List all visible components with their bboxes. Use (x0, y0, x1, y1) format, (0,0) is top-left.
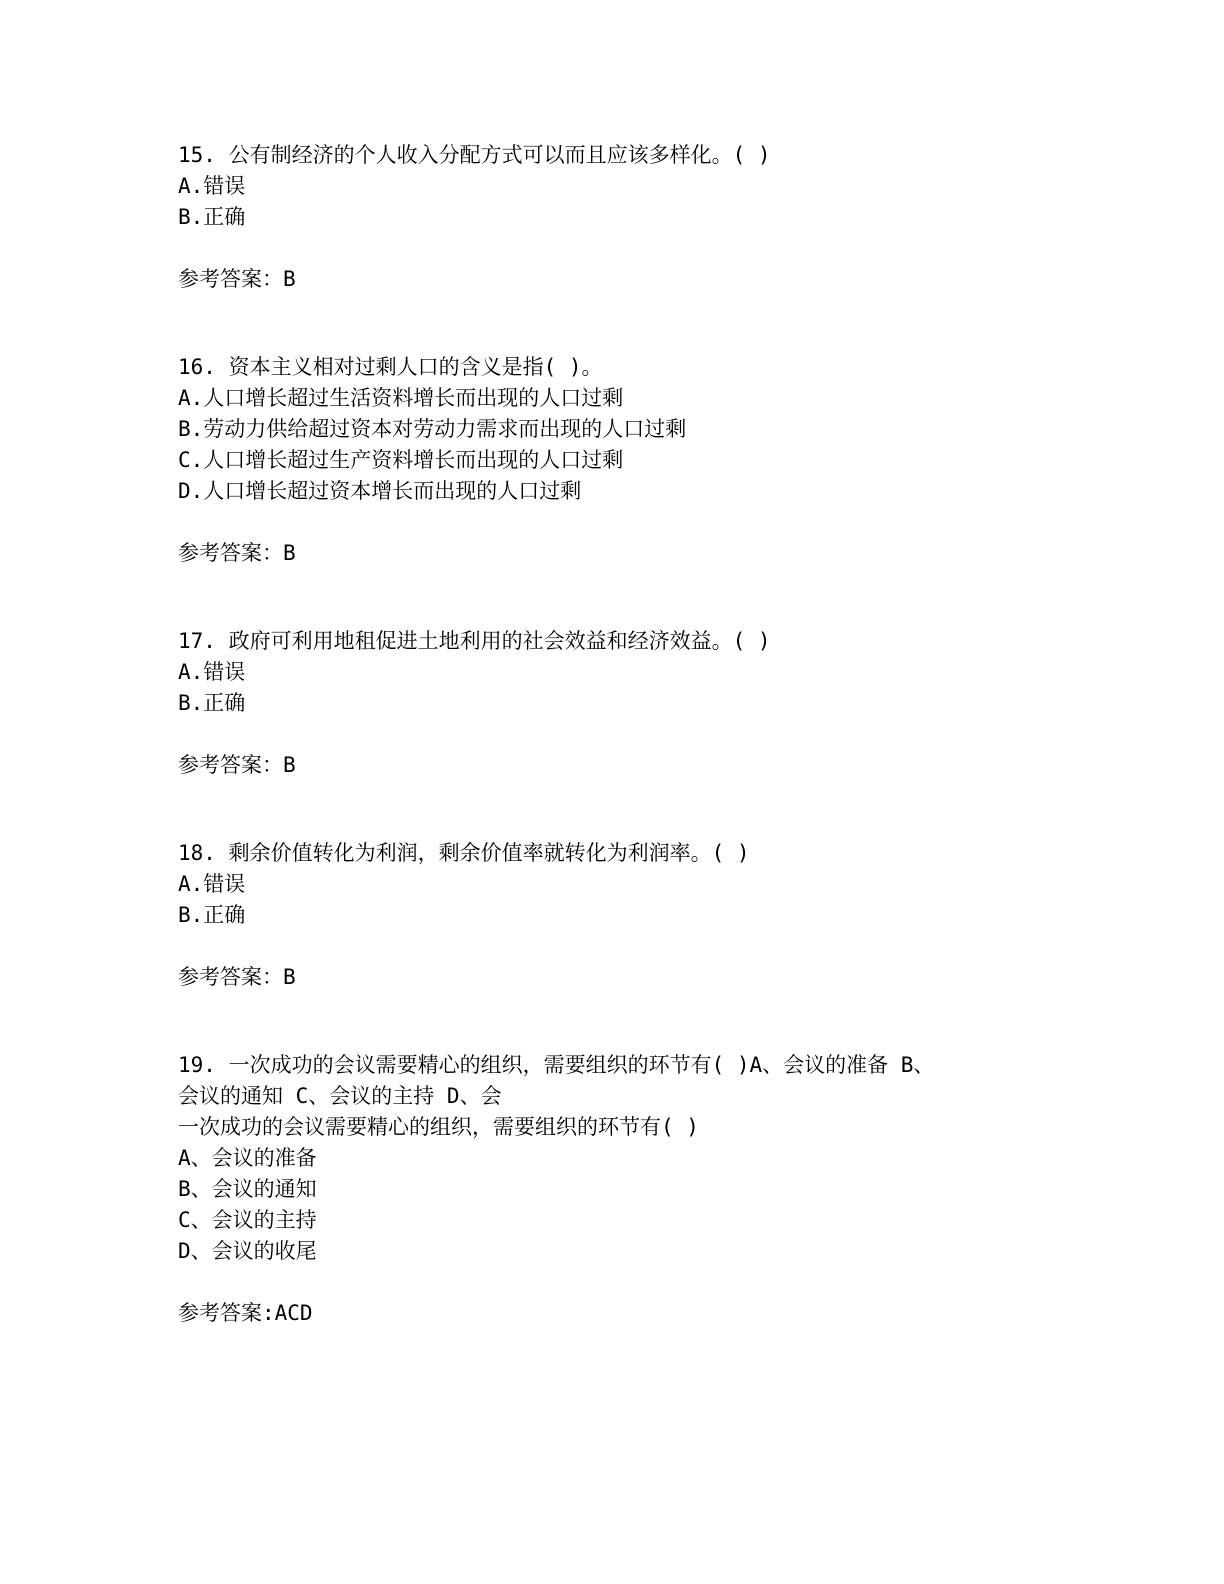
option-b: B.正确 (178, 903, 246, 927)
question-18 (178, 838, 1078, 989)
question-16 (178, 352, 1078, 565)
option-b: B、会议的通知 (178, 1177, 317, 1201)
question-stem: 18. 剩余价值转化为利润，剩余价值率就转化为利润率。( ) (178, 841, 750, 865)
option-b: B.正确 (178, 205, 246, 229)
option-d: D.人口增长超过资本增长而出现的人口过剩 (178, 479, 582, 503)
question-stem-line-1: 19. 一次成功的会议需要精心的组织，需要组织的环节有( )A、会议的准备 B、 (178, 1053, 935, 1077)
reference-answer: 参考答案：B (178, 267, 296, 291)
option-a: A.错误 (178, 660, 246, 684)
reference-answer: 参考答案：B (178, 965, 296, 989)
option-b: B.劳动力供给超过资本对劳动力需求而出现的人口过剩 (178, 417, 687, 441)
reference-answer: 参考答案：B (178, 541, 296, 565)
question-stem: 15. 公有制经济的个人收入分配方式可以而且应该多样化。( ) (178, 143, 771, 167)
option-a: A.人口增长超过生活资料增长而出现的人口过剩 (178, 386, 624, 410)
question-stem-line-2: 会议的通知 C、会议的主持 D、会 (178, 1084, 502, 1108)
option-d: D、会议的收尾 (178, 1239, 317, 1263)
option-a: A、会议的准备 (178, 1146, 317, 1170)
reference-answer: 参考答案:ACD (178, 1301, 313, 1325)
question-stem: 17. 政府可利用地租促进土地利用的社会效益和经济效益。( ) (178, 629, 771, 653)
question-17 (178, 626, 1078, 777)
question-15 (178, 140, 1078, 291)
option-b: B.正确 (178, 691, 246, 715)
question-19 (178, 1050, 1078, 1325)
option-a: A.错误 (178, 872, 246, 896)
option-c: C、会议的主持 (178, 1208, 317, 1232)
reference-answer: 参考答案：B (178, 753, 296, 777)
question-stem: 16. 资本主义相对过剩人口的含义是指( )。 (178, 355, 603, 379)
option-c: C.人口增长超过生产资料增长而出现的人口过剩 (178, 448, 624, 472)
option-a: A.错误 (178, 174, 246, 198)
question-stem-line-3: 一次成功的会议需要精心的组织，需要组织的环节有( ) (178, 1115, 699, 1139)
